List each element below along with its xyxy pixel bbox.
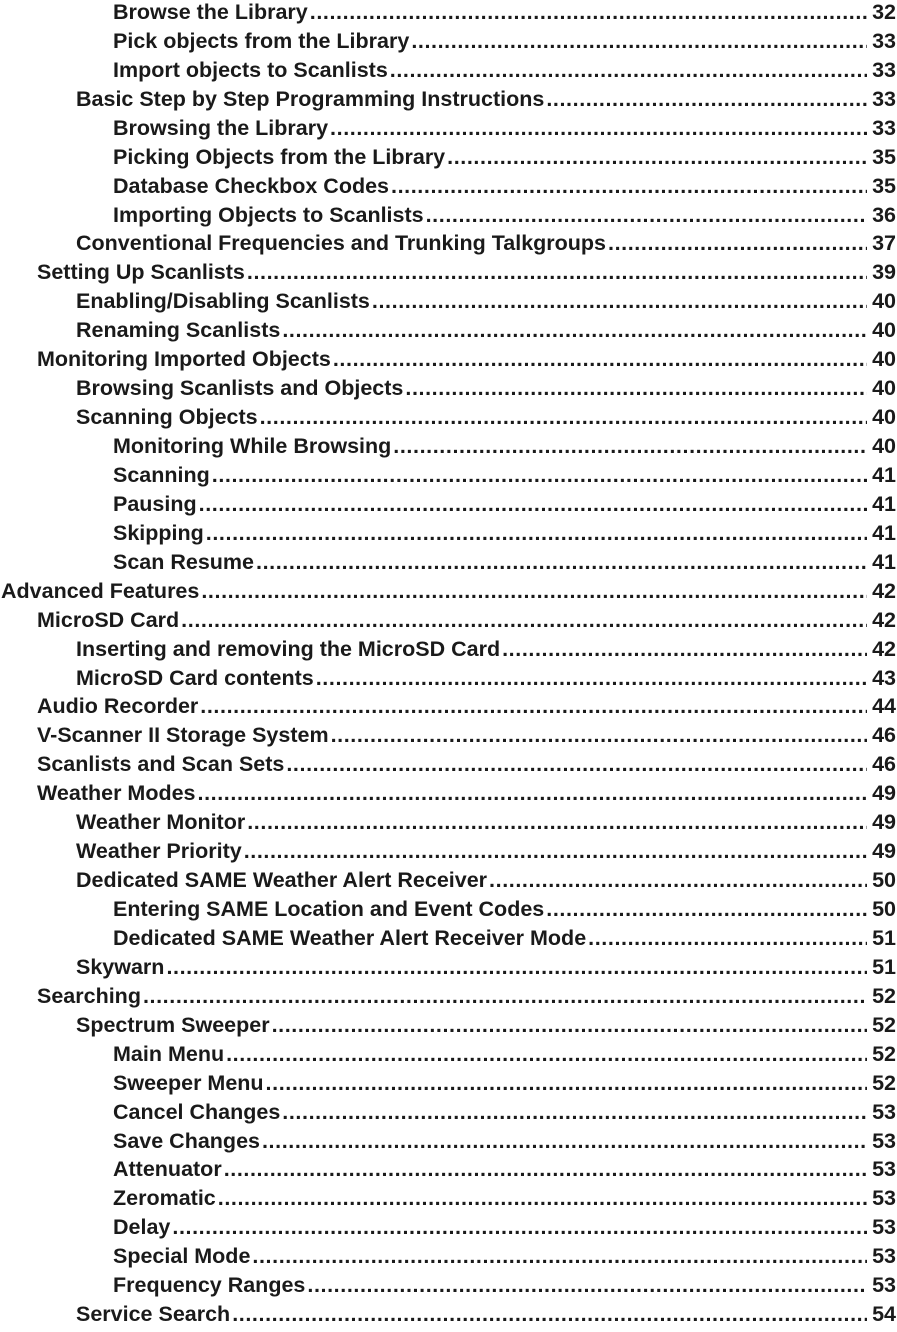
toc-entry-page-number: 51 [872, 925, 896, 950]
dot-leader [372, 291, 867, 315]
toc-entry-title: Conventional Frequencies and Trunking Talkgroups [76, 231, 607, 256]
toc-entry-page-number: 49 [872, 781, 896, 806]
toc-entry-title: Frequency Ranges [113, 1273, 306, 1298]
toc-entry-page-number: 32 [872, 0, 896, 24]
toc-entry-page-number: 51 [872, 954, 896, 979]
toc-entry-page-number: 36 [872, 202, 896, 227]
toc-entry[interactable] [0, 1097, 897, 1126]
toc-entry-title: Main Menu [113, 1041, 225, 1066]
toc-entry-page-number: 49 [872, 810, 896, 835]
toc-entry[interactable] [0, 1010, 897, 1039]
toc-entry[interactable] [0, 200, 897, 229]
dot-leader [200, 696, 867, 720]
dot-leader [393, 436, 867, 460]
toc-entry[interactable] [0, 315, 897, 344]
toc-entry[interactable] [0, 402, 897, 431]
dot-leader [198, 783, 868, 807]
toc-entry[interactable] [0, 286, 897, 315]
toc-entry[interactable] [0, 431, 897, 460]
dot-leader [199, 494, 867, 518]
toc-entry-page-number: 41 [872, 520, 896, 545]
toc-entry[interactable] [0, 518, 897, 547]
dot-leader [391, 176, 867, 200]
dot-leader [330, 118, 867, 142]
toc-entry-page-number: 40 [872, 434, 896, 458]
dot-leader [272, 1015, 867, 1039]
dot-leader [244, 841, 867, 865]
toc-entry-page-number: 52 [872, 983, 896, 1008]
toc-entry-page-number: 44 [872, 694, 896, 719]
dot-leader [546, 899, 867, 923]
toc-entry-title: Dedicated SAME Weather Alert Receiver [76, 868, 488, 893]
dot-leader [307, 1275, 867, 1299]
toc-entry-title: Special Mode [113, 1244, 251, 1269]
dot-leader [260, 407, 867, 431]
toc-entry[interactable] [0, 923, 897, 952]
toc-entry-page-number: 53 [872, 1099, 896, 1124]
toc-entry-page-number: 40 [872, 318, 896, 343]
toc-entry[interactable] [0, 460, 897, 489]
toc-entry[interactable] [0, 952, 897, 981]
dot-leader [546, 89, 867, 113]
dot-leader [333, 349, 867, 373]
dot-leader [411, 31, 867, 55]
toc-entry-page-number: 37 [872, 231, 896, 256]
dot-leader [286, 754, 867, 778]
toc-entry-title: Dedicated SAME Weather Alert Receiver Mode [113, 925, 587, 950]
toc-entry-page-number: 53 [872, 1273, 896, 1298]
toc-entry-title: Skipping [113, 520, 204, 545]
toc-entry[interactable] [0, 1241, 897, 1270]
toc-entry[interactable] [0, 84, 897, 113]
toc-entry[interactable] [0, 749, 897, 778]
toc-entry-title: Scanning Objects [76, 405, 258, 430]
dot-leader [588, 928, 867, 952]
toc-entry-page-number: 53 [872, 1186, 896, 1211]
dot-leader [226, 1044, 867, 1068]
toc-entry-title: Weather Modes [37, 781, 196, 806]
toc-entry[interactable] [0, 489, 897, 518]
toc-entry-page-number: 41 [872, 491, 896, 516]
toc-entry-page-number: 41 [872, 549, 896, 574]
toc-entry-page-number: 53 [872, 1244, 896, 1269]
toc-entry-title: Weather Monitor [76, 810, 246, 835]
toc-entry[interactable] [0, 807, 897, 836]
toc-entry-page-number: 50 [872, 868, 896, 893]
toc-entry[interactable] [0, 576, 897, 605]
toc-entry[interactable] [0, 1155, 897, 1184]
toc-entry-title: Setting Up Scanlists [37, 260, 245, 285]
dot-leader [224, 1159, 867, 1183]
toc-entry-title: Monitoring Imported Objects [37, 347, 331, 372]
toc-entry-page-number: 33 [872, 115, 896, 140]
toc-entry[interactable] [0, 1183, 897, 1212]
dot-leader [426, 205, 867, 229]
toc-entry[interactable] [0, 778, 897, 807]
toc-entry-page-number: 40 [872, 405, 896, 430]
toc-entry[interactable] [0, 692, 897, 721]
toc-entry-title: Spectrum Sweeper [76, 1012, 270, 1037]
toc-entry-page-number: 53 [872, 1215, 896, 1240]
toc-entry-title: Weather Priority [76, 839, 242, 864]
dot-leader [206, 523, 867, 547]
toc-entry-title: Scan Resume [113, 549, 255, 574]
toc-entry[interactable] [0, 836, 897, 865]
dot-leader [282, 320, 867, 344]
toc-entry-page-number: 39 [872, 260, 896, 285]
toc-entry-title: Scanning [113, 462, 210, 487]
dot-leader [166, 957, 867, 981]
toc-entry-page-number: 53 [872, 1128, 896, 1153]
toc-entry-title: Zeromatic [113, 1186, 216, 1211]
toc-entry[interactable] [0, 663, 897, 692]
toc-entry-page-number: 42 [872, 636, 896, 661]
dot-leader [282, 1102, 867, 1126]
dot-leader [390, 60, 867, 84]
toc-entry-title: Picking Objects from the Library [113, 144, 446, 169]
dot-leader [489, 870, 867, 894]
toc-entry[interactable] [0, 1126, 897, 1155]
toc-entry[interactable] [0, 1068, 897, 1097]
dot-leader [316, 668, 867, 692]
toc-entry-page-number: 52 [872, 1070, 896, 1095]
toc-entry-page-number: 33 [872, 28, 896, 53]
toc-entry[interactable] [0, 865, 897, 894]
toc-entry-title: Save Changes [113, 1128, 260, 1153]
dot-leader [502, 639, 867, 663]
toc-entry-page-number: 33 [872, 86, 896, 111]
toc-entry[interactable] [0, 229, 897, 258]
toc-entry-title: Pausing [113, 491, 197, 516]
toc-entry-title: Attenuator [113, 1157, 222, 1182]
toc-entry[interactable] [0, 1270, 897, 1299]
dot-leader [247, 262, 867, 286]
toc-entry[interactable] [0, 171, 897, 200]
toc-entry-title: Importing Objects to Scanlists [113, 202, 424, 227]
toc-entry-title: Browsing Scanlists and Objects [76, 376, 404, 401]
toc-entry-page-number: 40 [872, 289, 896, 314]
toc-entry-title: Cancel Changes [113, 1099, 281, 1124]
toc-entry-page-number: 52 [872, 1041, 896, 1066]
dot-leader [262, 1131, 867, 1155]
toc-entry-title: Scanlists and Scan Sets [37, 752, 285, 777]
toc-entry-page-number: 52 [872, 1012, 896, 1037]
dot-leader [256, 552, 867, 576]
toc-entry[interactable] [0, 344, 897, 373]
dot-leader [181, 610, 867, 634]
toc-entry-title: Database Checkbox Codes [113, 173, 390, 198]
toc-entry-title: MicroSD Card contents [76, 665, 314, 690]
toc-entry[interactable] [0, 605, 897, 634]
toc-entry[interactable] [0, 142, 897, 171]
dot-leader [447, 147, 867, 171]
dot-leader [218, 1188, 867, 1212]
toc-entry-title: Service Search [76, 1302, 231, 1327]
toc-entry-title: Delay [113, 1215, 171, 1240]
toc-entry-page-number: 49 [872, 839, 896, 864]
toc-entry-title: Entering SAME Location and Event Codes [113, 897, 545, 921]
toc-entry[interactable] [0, 634, 897, 663]
dot-leader [143, 986, 867, 1010]
toc-entry-title: Advanced Features [1, 578, 200, 603]
toc-entry[interactable] [0, 1299, 897, 1328]
toc-entry-page-number: 41 [872, 462, 896, 487]
dot-leader [310, 2, 867, 26]
toc-entry[interactable] [0, 113, 897, 142]
toc-entry[interactable] [0, 373, 897, 402]
toc-entry[interactable] [0, 55, 897, 84]
toc-entry-page-number: 42 [872, 578, 896, 603]
toc-entry-page-number: 53 [872, 1157, 896, 1182]
dot-leader [201, 581, 867, 605]
toc-entry-title: Skywarn [76, 954, 165, 979]
toc-entry-title: Monitoring While Browsing [113, 434, 392, 458]
toc-entry-page-number: 54 [872, 1302, 896, 1327]
toc-entry-title: Basic Step by Step Programming Instructions [76, 86, 545, 111]
dot-leader [252, 1246, 867, 1270]
toc-entry[interactable] [0, 257, 897, 286]
toc-entry[interactable] [0, 0, 897, 26]
dot-leader [247, 812, 867, 836]
dot-leader [608, 233, 867, 257]
dot-leader [232, 1304, 867, 1328]
toc-entry-title: Renaming Scanlists [76, 318, 281, 343]
toc-entry-title: V-Scanner II Storage System [37, 723, 329, 748]
toc-entry-title: Browsing the Library [113, 115, 329, 140]
toc-entry[interactable] [0, 547, 897, 576]
toc-entry[interactable] [0, 894, 897, 923]
toc-entry-title: Inserting and removing the MicroSD Card [76, 636, 501, 661]
toc-entry-page-number: 40 [872, 347, 896, 372]
toc-entry-title: Audio Recorder [37, 694, 199, 719]
dot-leader [405, 378, 867, 402]
toc-entry-title: MicroSD Card [37, 607, 180, 632]
toc-entry-page-number: 33 [872, 57, 896, 82]
dot-leader [172, 1217, 867, 1241]
dot-leader [331, 725, 867, 749]
toc-entry-page-number: 50 [872, 897, 896, 921]
toc-entry-title: Pick objects from the Library [113, 28, 410, 53]
toc-entry[interactable] [0, 720, 897, 749]
toc-entry[interactable] [0, 1039, 897, 1068]
toc-entry-page-number: 46 [872, 752, 896, 777]
toc-entry-page-number: 42 [872, 607, 896, 632]
toc-entry-title: Searching [37, 983, 141, 1008]
toc-entry[interactable] [0, 26, 897, 55]
toc-entry-title: Import objects to Scanlists [113, 57, 388, 82]
toc-entry-page-number: 46 [872, 723, 896, 748]
toc-entry[interactable] [0, 981, 897, 1010]
toc-entry[interactable] [0, 1212, 897, 1241]
toc-entry-page-number: 35 [872, 173, 896, 198]
toc-entry-page-number: 40 [872, 376, 896, 401]
toc-entry-title: Sweeper Menu [113, 1070, 264, 1095]
toc-entry-page-number: 35 [872, 144, 896, 169]
toc-entry-page-number: 43 [872, 665, 896, 690]
dot-leader [266, 1073, 867, 1097]
dot-leader [212, 465, 867, 489]
toc-entry-title: Enabling/Disabling Scanlists [76, 289, 370, 314]
toc-entry-title: Browse the Library [113, 0, 308, 24]
